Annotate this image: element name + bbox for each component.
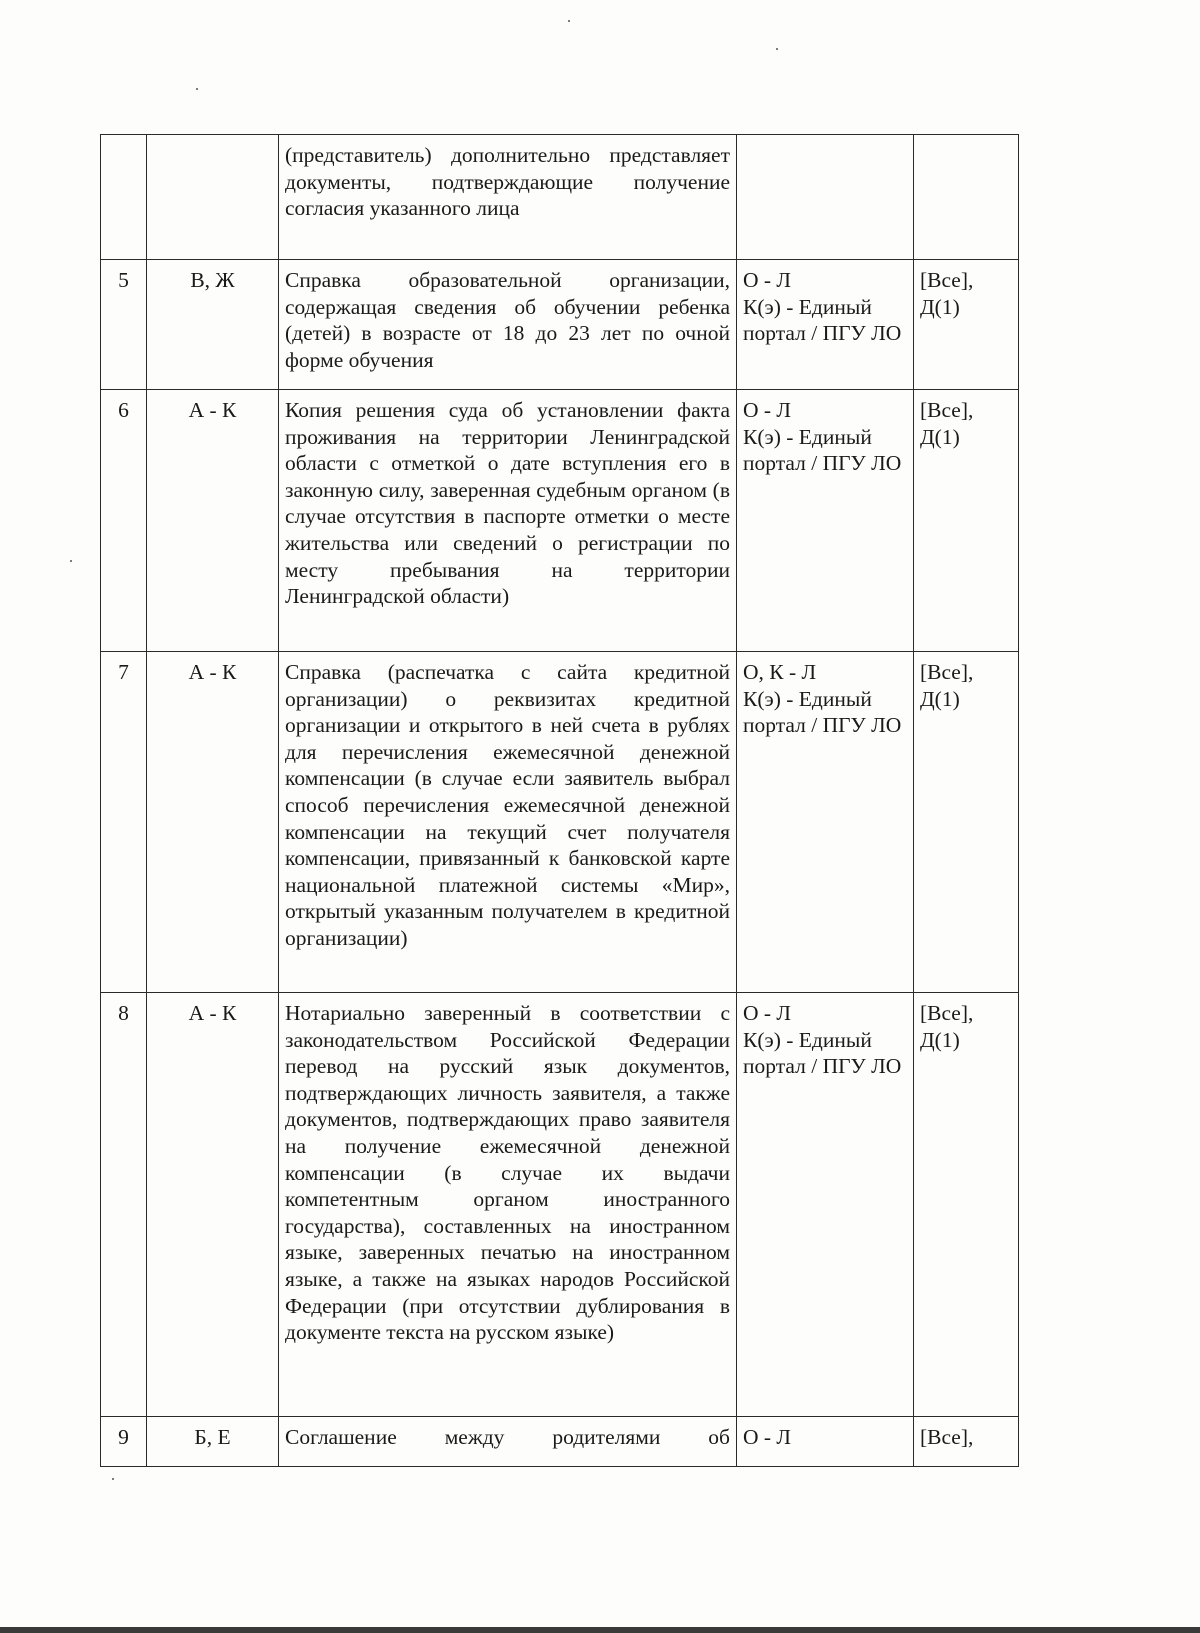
row-number-cell: 5 xyxy=(101,260,147,390)
submission-form-cell xyxy=(737,993,914,1417)
conditions-cell xyxy=(914,1417,1019,1467)
submission-form-line: О - Л xyxy=(743,1425,792,1449)
condition-line: [Все], xyxy=(920,268,974,292)
table-row xyxy=(101,1417,1019,1467)
condition-line: [Все], xyxy=(920,398,974,422)
conditions-cell xyxy=(914,993,1019,1417)
document-description-cell: Копия решения суда об установлении факта проживания на территории Ленинградской области с отметкой о дате вступления его в законную силу, заверенная судебным органом (в случае отсутствия в паспорте отметки о месте жительства или сведений о регистрации по месту пребывания на территории Ленинградской области) xyxy=(279,390,737,652)
submission-form-line: О - Л xyxy=(743,268,792,292)
row-number-cell: 6 xyxy=(101,390,147,652)
submission-form-cell xyxy=(737,1417,914,1467)
submission-form-line: К(э) - Единый портал / ПГУ ЛО xyxy=(743,1027,902,1079)
scan-speck xyxy=(776,48,778,50)
submission-form-cell xyxy=(737,135,914,260)
conditions-cell xyxy=(914,652,1019,993)
scan-speck xyxy=(196,88,198,90)
condition-line: Д(1) xyxy=(920,294,960,319)
condition-line: Д(1) xyxy=(920,424,960,449)
row-number-cell: 8 xyxy=(101,993,147,1417)
condition-line: Д(1) xyxy=(920,1027,960,1052)
submission-form-cell xyxy=(737,652,914,993)
category-cell xyxy=(147,135,279,260)
document-description-cell: Нотариально заверенный в соответствии с законодательством Российской Федерации перевод на русский язык документов, подтверждающих личность заявителя, а также документов, подтверждающих право заявителя на получение ежемесячной денежной компенсации (в случае их выдачи компетентным органом иностранного государства), составленных на иностранном языке, заверенных печатью на иностранном языке, а также на языках народов Российской Федерации (при отсутствии дублирования в документе текста на русском языке) xyxy=(279,993,737,1417)
category-cell: В, Ж xyxy=(147,260,279,390)
submission-form-cell xyxy=(737,260,914,390)
submission-form-line: О - Л xyxy=(743,1001,792,1025)
submission-form-line: О - Л xyxy=(743,398,792,422)
table-row xyxy=(101,652,1019,993)
scan-speck xyxy=(112,1478,114,1480)
table-row xyxy=(101,390,1019,652)
submission-form-cell xyxy=(737,390,914,652)
scan-speck xyxy=(568,20,570,22)
condition-line: Д(1) xyxy=(920,686,960,711)
table-row xyxy=(101,260,1019,390)
scan-speck xyxy=(70,560,72,562)
scan-bottom-edge xyxy=(0,1627,1200,1633)
submission-form-line: К(э) - Единый портал / ПГУ ЛО xyxy=(743,294,902,346)
condition-line: [Все], xyxy=(920,1001,974,1025)
condition-line: [Все], xyxy=(920,660,974,684)
documents-table xyxy=(100,134,1019,1467)
document-description-cell: Соглашение между родителями об xyxy=(279,1417,737,1467)
condition-line: [Все], xyxy=(920,1425,974,1449)
conditions-cell xyxy=(914,135,1019,260)
table-row xyxy=(101,993,1019,1417)
category-cell: А - К xyxy=(147,652,279,993)
submission-form-line: О, К - Л xyxy=(743,660,817,684)
table-row xyxy=(101,135,1019,260)
row-number-cell xyxy=(101,135,147,260)
document-description-cell: (представитель) дополнительно представляет документы, подтверждающие получение согласия указанного лица xyxy=(279,135,737,260)
submission-form-line: К(э) - Единый портал / ПГУ ЛО xyxy=(743,686,902,738)
conditions-cell xyxy=(914,260,1019,390)
submission-form-line: К(э) - Единый портал / ПГУ ЛО xyxy=(743,424,902,476)
row-number-cell: 7 xyxy=(101,652,147,993)
category-cell: А - К xyxy=(147,993,279,1417)
document-description-cell: Справка образовательной организации, содержащая сведения об обучении ребенка (детей) в возрасте от 18 до 23 лет по очной форме обучения xyxy=(279,260,737,390)
category-cell: А - К xyxy=(147,390,279,652)
row-number-cell: 9 xyxy=(101,1417,147,1467)
conditions-cell xyxy=(914,390,1019,652)
document-description-cell: Справка (распечатка с сайта кредитной организации) о реквизитах кредитной организации и открытого в ней счета в рублях для перечисления ежемесячной денежной компенсации (в случае если заявитель выбрал способ перечисления ежемесячной денежной компенсации на текущий счет получателя компенсации, привязанный к банковской карте национальной платежной системы «Мир», открытый указанным получателем в кредитной организации) xyxy=(279,652,737,993)
category-cell: Б, Е xyxy=(147,1417,279,1467)
